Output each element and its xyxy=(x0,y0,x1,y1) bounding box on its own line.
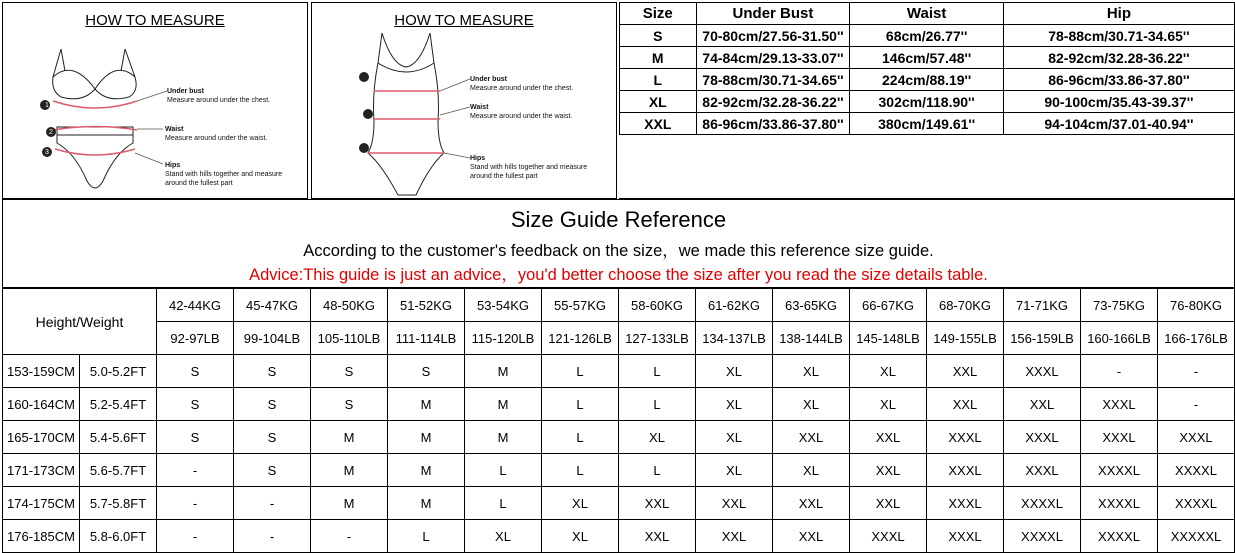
size-cell: XL xyxy=(696,355,773,388)
size-cell: L xyxy=(619,454,696,487)
lb-header: 156-159LB xyxy=(1004,322,1081,355)
size-cell: XL xyxy=(696,454,773,487)
size-cell: - xyxy=(1158,388,1235,421)
kg-header: 71-71KG xyxy=(1004,289,1081,322)
size-cell: XXL xyxy=(927,388,1004,421)
note-text: Stand with hills together and measure xyxy=(470,164,588,171)
column-header-hip: Hip xyxy=(1003,3,1234,25)
cell-hip: 90-100cm/35.43-39.37'' xyxy=(1003,91,1234,113)
size-cell: XXL xyxy=(927,355,1004,388)
guide-title: Size Guide Reference xyxy=(510,207,727,232)
size-cell: - xyxy=(1158,355,1235,388)
grid-row xyxy=(3,355,1235,388)
size-cell: XXL xyxy=(696,520,773,553)
note-heading: Under bust xyxy=(167,88,204,95)
size-cell: XL xyxy=(542,520,619,553)
kg-header: 68-70KG xyxy=(927,289,1004,322)
cell-under-bust: 70-80cm/27.56-31.50'' xyxy=(696,25,850,47)
note-text: Measure around under the chest. xyxy=(167,97,271,104)
size-cell: XXXL xyxy=(927,421,1004,454)
size-cell: XL xyxy=(850,388,927,421)
cell-under-bust: 74-84cm/29.13-33.07'' xyxy=(696,47,850,69)
size-cell: L xyxy=(465,454,542,487)
size-cell: S xyxy=(157,355,234,388)
size-cell: XXXXL xyxy=(1081,487,1158,520)
guide-subtitle: According to the customer's feedback on the size，we made this reference size guide. xyxy=(303,242,934,260)
size-cell: M xyxy=(388,388,465,421)
height-weight-size-grid xyxy=(2,288,1235,553)
lb-header: 145-148LB xyxy=(850,322,927,355)
cell-waist: 68cm/26.77'' xyxy=(850,25,1003,47)
cell-waist: 380cm/149.61'' xyxy=(850,113,1003,135)
height-ft-cell: 5.6-5.7FT xyxy=(80,454,157,487)
size-cell: XXXXL xyxy=(1004,520,1081,553)
height-cm-cell: 176-185CM xyxy=(3,520,80,553)
size-cell: M xyxy=(388,454,465,487)
size-cell: M xyxy=(311,421,388,454)
size-cell: XXL xyxy=(619,520,696,553)
note-hips xyxy=(470,154,587,181)
size-cell: XXXL xyxy=(927,454,1004,487)
size-cell: XXXL xyxy=(1004,355,1081,388)
note-heading: Waist xyxy=(165,126,184,133)
how-to-measure-onepiece-panel xyxy=(311,2,617,199)
kg-header: 48-50KG xyxy=(311,289,388,322)
size-cell: XXXL xyxy=(1081,421,1158,454)
height-ft-cell: 5.0-5.2FT xyxy=(80,355,157,388)
grid-row xyxy=(3,388,1235,421)
lb-header: 115-120LB xyxy=(465,322,542,355)
size-cell: L xyxy=(542,421,619,454)
size-cell: XXXL xyxy=(1004,421,1081,454)
size-cell: XXXL xyxy=(1081,388,1158,421)
cell-size: M xyxy=(620,47,697,69)
size-cell: XL xyxy=(696,421,773,454)
step-number-3: 3 xyxy=(45,149,49,156)
note-text: Measure around under the waist. xyxy=(165,135,268,142)
size-cell: XXXL xyxy=(850,520,927,553)
step-number-2: 2 xyxy=(49,129,53,136)
kg-header: 42-44KG xyxy=(157,289,234,322)
grid-row xyxy=(3,487,1235,520)
size-cell: XXL xyxy=(1004,388,1081,421)
size-cell: M xyxy=(388,421,465,454)
size-cell: XL xyxy=(542,487,619,520)
size-cell: S xyxy=(234,421,311,454)
kg-header: 53-54KG xyxy=(465,289,542,322)
guide-advice: Advice:This guide is just an advice，you'd better choose the size after you read the size details table. xyxy=(249,266,988,284)
step-number-1: 1 xyxy=(45,102,49,109)
lb-header: 92-97LB xyxy=(157,322,234,355)
size-cell: L xyxy=(619,355,696,388)
size-cell: - xyxy=(1081,355,1158,388)
lb-header: 166-176LB xyxy=(1158,322,1235,355)
height-ft-cell: 5.4-5.6FT xyxy=(80,421,157,454)
grid-lb-row xyxy=(3,322,1235,355)
size-cell: XXL xyxy=(850,487,927,520)
cell-waist: 146cm/57.48'' xyxy=(850,47,1003,69)
size-cell: L xyxy=(388,520,465,553)
lb-header: 134-137LB xyxy=(696,322,773,355)
size-cell: XXXL xyxy=(1004,454,1081,487)
size-cell: XXL xyxy=(773,487,850,520)
height-ft-cell: 5.2-5.4FT xyxy=(80,388,157,421)
note-under-bust xyxy=(470,75,573,93)
height-cm-cell: 153-159CM xyxy=(3,355,80,388)
note-heading: Under bust xyxy=(470,76,507,83)
cell-hip: 78-88cm/30.71-34.65'' xyxy=(1003,25,1234,47)
note-heading: Waist xyxy=(470,104,489,111)
height-cm-cell: 160-164CM xyxy=(3,388,80,421)
kg-header: 63-65KG xyxy=(773,289,850,322)
size-cell: - xyxy=(157,487,234,520)
size-cell: - xyxy=(157,520,234,553)
cell-size: XL xyxy=(620,91,697,113)
cell-waist: 224cm/88.19'' xyxy=(850,69,1003,91)
size-cell: S xyxy=(388,355,465,388)
kg-header: 73-75KG xyxy=(1081,289,1158,322)
lb-header: 149-155LB xyxy=(927,322,1004,355)
kg-header: 45-47KG xyxy=(234,289,311,322)
cell-size: S xyxy=(620,25,697,47)
cell-under-bust: 78-88cm/30.71-34.65'' xyxy=(696,69,850,91)
cell-under-bust: 86-96cm/33.86-37.80'' xyxy=(696,113,850,135)
size-cell: XXXL xyxy=(927,520,1004,553)
size-cell: XXXXL xyxy=(1081,454,1158,487)
size-cell: S xyxy=(234,355,311,388)
size-cell: XL xyxy=(773,355,850,388)
size-cell: L xyxy=(465,487,542,520)
size-cell: XL xyxy=(773,454,850,487)
cell-hip: 82-92cm/32.28-36.22'' xyxy=(1003,47,1234,69)
size-cell: XL xyxy=(850,355,927,388)
how-to-measure-bikini-panel xyxy=(2,2,308,199)
height-ft-cell: 5.8-6.0FT xyxy=(80,520,157,553)
size-cell: XXL xyxy=(850,454,927,487)
size-cell: M xyxy=(311,487,388,520)
size-cell: - xyxy=(234,520,311,553)
size-cell: M xyxy=(465,421,542,454)
panel-title: HOW TO MEASURE xyxy=(85,12,225,29)
note-text: around the fullest part xyxy=(165,180,233,187)
lb-header: 105-110LB xyxy=(311,322,388,355)
lb-header: 111-114LB xyxy=(388,322,465,355)
grid-row xyxy=(3,520,1235,553)
size-cell: S xyxy=(311,388,388,421)
note-under-bust xyxy=(167,87,270,105)
panel-title: HOW TO MEASURE xyxy=(394,12,534,29)
size-cell: XL xyxy=(773,388,850,421)
grid-row xyxy=(3,454,1235,487)
size-cell: XXXL xyxy=(927,487,1004,520)
size-cell: M xyxy=(465,355,542,388)
kg-header: 55-57KG xyxy=(542,289,619,322)
note-hips xyxy=(165,161,282,188)
size-cell: XXL xyxy=(619,487,696,520)
size-cell: XXXXL xyxy=(1158,454,1235,487)
grid-body xyxy=(3,289,1235,553)
size-cell: XXL xyxy=(773,520,850,553)
height-ft-cell: 5.7-5.8FT xyxy=(80,487,157,520)
size-cell: L xyxy=(542,355,619,388)
size-cell: - xyxy=(311,520,388,553)
size-cell: S xyxy=(234,454,311,487)
note-text: Stand with hills together and measure xyxy=(165,171,283,178)
note-text: Measure around under the waist. xyxy=(470,113,573,120)
note-heading: Hips xyxy=(470,155,486,162)
size-cell: M xyxy=(465,388,542,421)
size-cell: L xyxy=(619,388,696,421)
size-cell: XXXXL xyxy=(1081,520,1158,553)
size-cell: M xyxy=(388,487,465,520)
note-waist xyxy=(165,125,267,143)
cell-hip: 86-96cm/33.86-37.80'' xyxy=(1003,69,1234,91)
kg-header: 58-60KG xyxy=(619,289,696,322)
cell-size: XXL xyxy=(620,113,697,135)
size-cell: XL xyxy=(619,421,696,454)
kg-header: 66-67KG xyxy=(850,289,927,322)
size-chart-frame xyxy=(619,2,1235,199)
note-waist xyxy=(470,103,572,121)
height-cm-cell: 171-173CM xyxy=(3,454,80,487)
height-cm-cell: 165-170CM xyxy=(3,421,80,454)
size-cell: XXL xyxy=(696,487,773,520)
size-cell: XL xyxy=(696,388,773,421)
size-cell: M xyxy=(311,454,388,487)
lb-header: 99-104LB xyxy=(234,322,311,355)
grid-row xyxy=(3,421,1235,454)
cell-under-bust: 82-92cm/32.28-36.22'' xyxy=(696,91,850,113)
note-heading: Hips xyxy=(165,162,181,169)
column-header-under-bust: Under Bust xyxy=(696,3,850,25)
size-cell: - xyxy=(157,454,234,487)
kg-header: 51-52KG xyxy=(388,289,465,322)
cell-waist: 302cm/118.90'' xyxy=(850,91,1003,113)
size-cell: XXXXL xyxy=(1004,487,1081,520)
note-text: around the fullest part xyxy=(470,173,538,180)
size-cell: S xyxy=(157,421,234,454)
size-cell: XXL xyxy=(773,421,850,454)
grid-kg-row xyxy=(3,289,1235,322)
size-cell: S xyxy=(234,388,311,421)
column-header-size: Size xyxy=(620,3,697,25)
cell-size: L xyxy=(620,69,697,91)
cell-hip: 94-104cm/37.01-40.94'' xyxy=(1003,113,1234,135)
column-header-waist: Waist xyxy=(850,3,1003,25)
lb-header: 138-144LB xyxy=(773,322,850,355)
lb-header: 127-133LB xyxy=(619,322,696,355)
lb-header: 121-126LB xyxy=(542,322,619,355)
height-cm-cell: 174-175CM xyxy=(3,487,80,520)
size-guide-header xyxy=(2,199,1235,288)
size-cell: XXL xyxy=(850,421,927,454)
grid-corner-label: Height/Weight xyxy=(3,289,157,355)
kg-header: 76-80KG xyxy=(1158,289,1235,322)
size-cell: XXXXXL xyxy=(1158,520,1235,553)
size-cell: XXXXL xyxy=(1158,487,1235,520)
size-cell: - xyxy=(234,487,311,520)
size-cell: L xyxy=(542,454,619,487)
lb-header: 160-166LB xyxy=(1081,322,1158,355)
kg-header: 61-62KG xyxy=(696,289,773,322)
size-cell: S xyxy=(157,388,234,421)
size-cell: S xyxy=(311,355,388,388)
size-cell: XXXL xyxy=(1158,421,1235,454)
note-text: Measure around under the chest. xyxy=(470,85,574,92)
size-cell: XL xyxy=(465,520,542,553)
size-cell: L xyxy=(542,388,619,421)
